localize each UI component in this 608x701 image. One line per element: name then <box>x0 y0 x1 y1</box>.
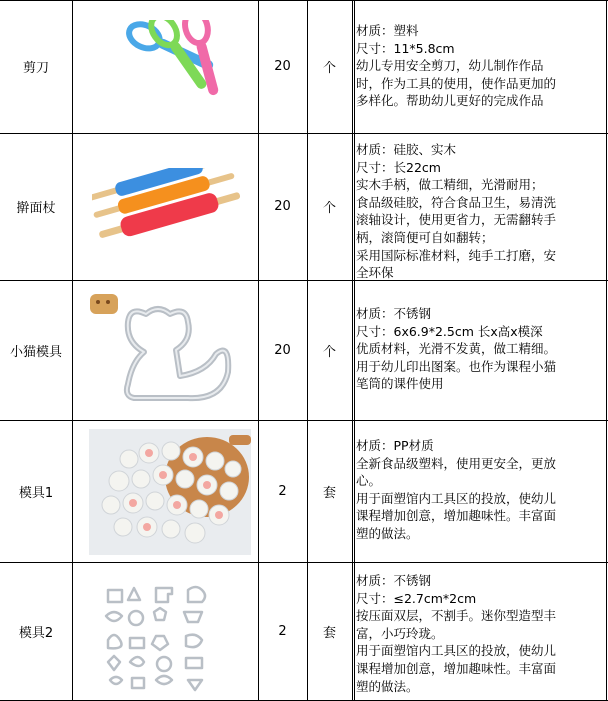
desc-line: 滚轴设计，使用更省力，无需翻转手 <box>356 212 557 228</box>
desc-line: 柄，滚筒便可自如翻转； <box>356 229 494 245</box>
desc-line: 笔筒的课件使用 <box>356 376 444 392</box>
desc-line: 材质：不锈钢 <box>356 573 432 588</box>
desc-line: 时，作为工具的使用，使作品更加的 <box>356 75 557 91</box>
item-qty: 20 <box>274 199 291 214</box>
desc-line: 食品级硅胶，符合食品卫生，易清洗 <box>356 194 557 210</box>
item-description <box>356 22 604 110</box>
desc-line: 用于面塑馆内工具区的投放，使幼儿 <box>356 490 557 506</box>
cutter-set-icon <box>100 582 230 692</box>
col-divider <box>72 0 73 701</box>
desc-line: 尺寸：11*5.8cm <box>356 40 455 56</box>
desc-line: 材质：PP材质 <box>356 438 434 453</box>
cat-mold-icon <box>88 292 248 410</box>
desc-line: 材质：不锈钢 <box>356 306 432 321</box>
desc-line: 塑的做法。 <box>356 525 419 541</box>
desc-line: 采用国际标准材料，纯手工打磨，安 <box>356 247 557 263</box>
item-unit: 个 <box>322 61 336 76</box>
plunger-mold-set-icon <box>89 429 251 555</box>
col-divider <box>606 0 607 701</box>
desc-line: 尺寸：长22cm <box>356 159 441 175</box>
desc-line: 全新食品级塑料，使用更安全，更放 <box>356 455 557 471</box>
item-qty: 20 <box>274 59 291 74</box>
desc-line: 用于面塑馆内工具区的投放，使幼儿 <box>356 643 557 659</box>
item-name: 模具1 <box>18 485 54 501</box>
item-name: 擀面杖 <box>16 201 56 216</box>
desc-line: 课程增加创意，增加趣味性。丰富面 <box>356 660 557 676</box>
item-qty: 20 <box>274 342 291 358</box>
col-divider <box>354 0 355 701</box>
rolling-pin-icon <box>92 168 242 243</box>
desc-line: 多样化。帮助幼儿更好的完成作品 <box>356 93 544 109</box>
item-unit: 个 <box>322 344 336 360</box>
item-qty: 2 <box>278 483 287 499</box>
desc-line: 实木手柄，做工精细，光滑耐用； <box>356 177 544 193</box>
desc-line: 幼儿专用安全剪刀，幼儿制作作品 <box>356 58 544 74</box>
desc-line: 按压面双层，不割手。迷你型造型丰 <box>356 608 557 624</box>
col-divider <box>352 0 353 701</box>
item-description <box>356 141 604 282</box>
desc-line: 富，小巧玲珑。 <box>356 625 444 641</box>
desc-line: 优质材料，光滑不发黄，做工精细。 <box>356 341 557 357</box>
item-description <box>356 572 604 695</box>
item-name: 小猫模具 <box>9 344 62 360</box>
item-unit: 套 <box>322 485 336 501</box>
item-description <box>356 305 604 393</box>
desc-line: 材质：塑料 <box>356 23 419 38</box>
desc-line: 全环保 <box>356 265 394 281</box>
desc-line: 塑的做法。 <box>356 678 419 694</box>
item-name: 模具2 <box>18 625 54 641</box>
desc-line: 尺寸：6x6.9*2.5cm 长x高x模深 <box>356 323 543 339</box>
item-name: 剪刀 <box>22 61 49 76</box>
scissors-icon <box>96 20 246 105</box>
desc-line: 心。 <box>356 473 382 489</box>
desc-line: 用于幼儿印出图案。也作为课程小猫 <box>356 358 557 374</box>
item-description <box>356 437 604 543</box>
desc-line: 课程增加创意，增加趣味性。丰富面 <box>356 508 557 524</box>
item-unit: 个 <box>322 201 336 216</box>
item-unit: 套 <box>322 625 336 641</box>
desc-line: 尺寸：≤2.7cm*2cm <box>356 590 477 606</box>
item-qty: 2 <box>278 623 287 639</box>
desc-line: 材质：硅胶、实木 <box>356 142 457 157</box>
